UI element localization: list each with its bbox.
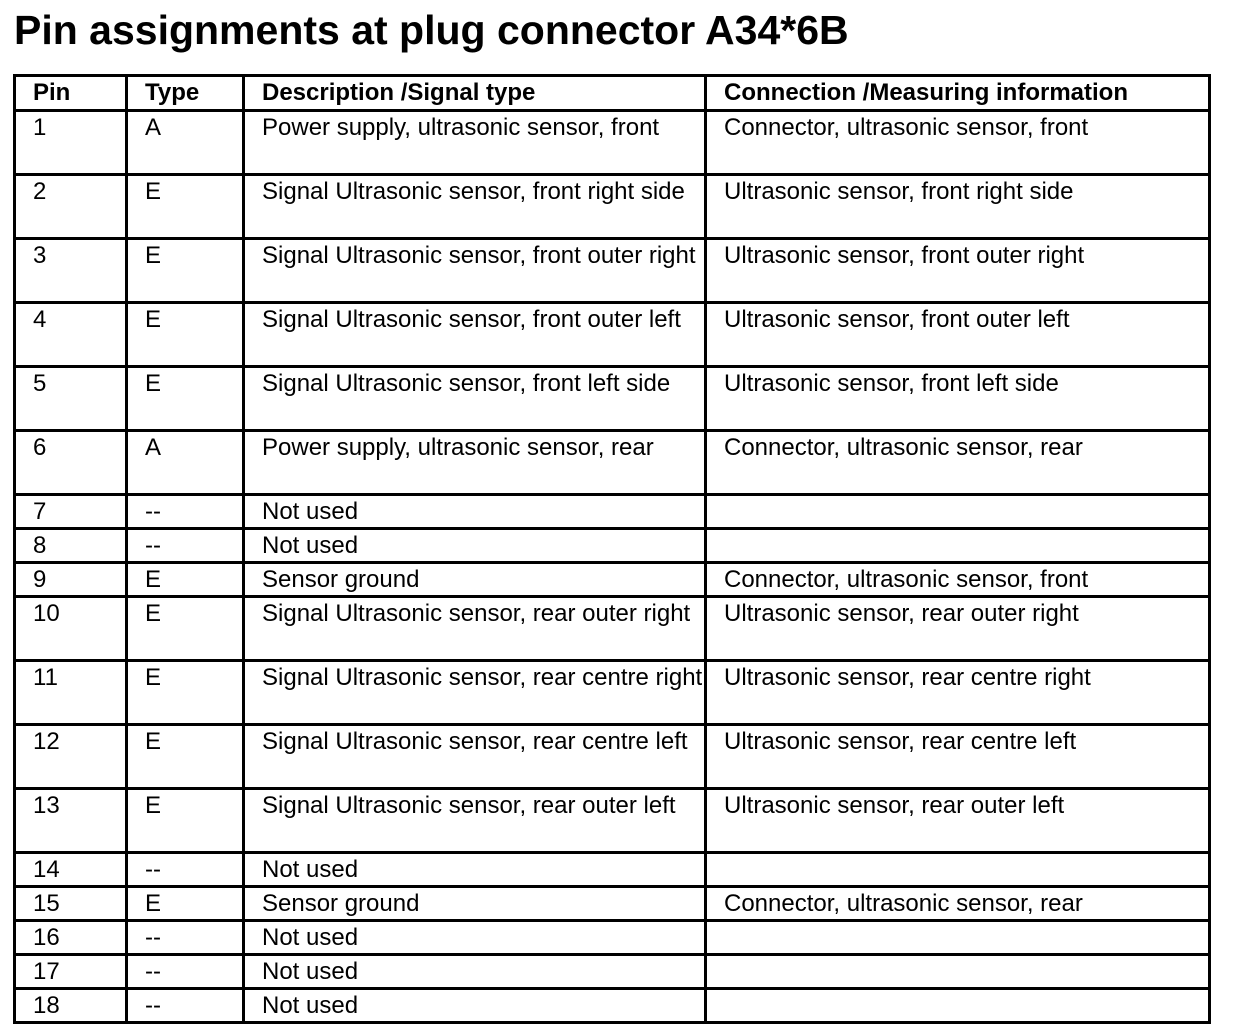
cell-desc: Power supply, ultrasonic sensor, front [244,111,706,175]
table-row [15,921,1210,955]
table-row [15,725,1210,789]
cell-connection [706,853,1210,887]
cell-connection: Connector, ultrasonic sensor, rear [706,431,1210,495]
cell-desc: Not used [244,853,706,887]
table-row [15,239,1210,303]
cell-connection: Connector, ultrasonic sensor, rear [706,887,1210,921]
cell-connection: Ultrasonic sensor, front left side [706,367,1210,431]
cell-connection: Connector, ultrasonic sensor, front [706,563,1210,597]
cell-connection: Ultrasonic sensor, front right side [706,175,1210,239]
cell-desc: Signal Ultrasonic sensor, rear outer left [244,789,706,853]
cell-desc: Signal Ultrasonic sensor, rear centre left [244,725,706,789]
cell-pin: 4 [15,303,127,367]
cell-type: A [127,431,244,495]
cell-connection [706,495,1210,529]
cell-type: E [127,661,244,725]
cell-type: E [127,887,244,921]
cell-desc: Signal Ultrasonic sensor, rear outer right [244,597,706,661]
table-row [15,175,1210,239]
cell-desc: Power supply, ultrasonic sensor, rear [244,431,706,495]
cell-pin: 2 [15,175,127,239]
cell-type: E [127,175,244,239]
table-body [15,111,1210,1023]
cell-type: -- [127,495,244,529]
cell-connection [706,921,1210,955]
table-row [15,989,1210,1023]
cell-pin: 17 [15,955,127,989]
cell-connection: Ultrasonic sensor, front outer right [706,239,1210,303]
table-row [15,853,1210,887]
cell-pin: 9 [15,563,127,597]
cell-type: -- [127,989,244,1023]
cell-type: -- [127,853,244,887]
cell-type: E [127,725,244,789]
cell-desc: Sensor ground [244,563,706,597]
cell-connection [706,529,1210,563]
table-row [15,303,1210,367]
cell-type: E [127,563,244,597]
cell-desc: Signal Ultrasonic sensor, front outer right [244,239,706,303]
cell-type: E [127,789,244,853]
cell-desc: Signal Ultrasonic sensor, front left side [244,367,706,431]
cell-type: -- [127,921,244,955]
header-pin: Pin [15,76,127,111]
cell-type: E [127,367,244,431]
cell-connection: Ultrasonic sensor, front outer left [706,303,1210,367]
header-connection: Connection /Measuring information [706,76,1210,111]
table-row [15,661,1210,725]
cell-type: A [127,111,244,175]
cell-pin: 13 [15,789,127,853]
cell-pin: 8 [15,529,127,563]
cell-pin: 12 [15,725,127,789]
cell-connection: Ultrasonic sensor, rear outer right [706,597,1210,661]
pin-assignment-table [13,74,1211,1024]
header-description: Description /Signal type [244,76,706,111]
cell-pin: 3 [15,239,127,303]
cell-desc: Signal Ultrasonic sensor, rear centre right [244,661,706,725]
table-row [15,955,1210,989]
cell-pin: 10 [15,597,127,661]
cell-type: -- [127,529,244,563]
cell-connection: Ultrasonic sensor, rear outer left [706,789,1210,853]
table-row [15,597,1210,661]
cell-pin: 15 [15,887,127,921]
cell-pin: 18 [15,989,127,1023]
cell-pin: 6 [15,431,127,495]
cell-desc: Not used [244,495,706,529]
table-row [15,431,1210,495]
cell-desc: Not used [244,989,706,1023]
cell-connection [706,989,1210,1023]
table-row [15,563,1210,597]
header-row [15,76,1210,111]
cell-pin: 1 [15,111,127,175]
cell-pin: 7 [15,495,127,529]
cell-desc: Not used [244,955,706,989]
cell-desc: Signal Ultrasonic sensor, front right side [244,175,706,239]
table-row [15,887,1210,921]
cell-desc: Not used [244,921,706,955]
table-row [15,111,1210,175]
cell-connection: Ultrasonic sensor, rear centre right [706,661,1210,725]
cell-type: E [127,303,244,367]
cell-desc: Sensor ground [244,887,706,921]
cell-pin: 5 [15,367,127,431]
table-row [15,495,1210,529]
page-title: Pin assignments at plug connector A34*6B [14,7,849,53]
cell-connection: Ultrasonic sensor, rear centre left [706,725,1210,789]
table-header [15,76,1210,111]
cell-connection [706,955,1210,989]
cell-type: E [127,239,244,303]
cell-type: E [127,597,244,661]
cell-connection: Connector, ultrasonic sensor, front [706,111,1210,175]
cell-pin: 14 [15,853,127,887]
cell-desc: Signal Ultrasonic sensor, front outer left [244,303,706,367]
cell-pin: 16 [15,921,127,955]
table-row [15,529,1210,563]
cell-pin: 11 [15,661,127,725]
cell-type: -- [127,955,244,989]
table-row [15,367,1210,431]
table-row [15,789,1210,853]
header-type: Type [127,76,244,111]
cell-desc: Not used [244,529,706,563]
